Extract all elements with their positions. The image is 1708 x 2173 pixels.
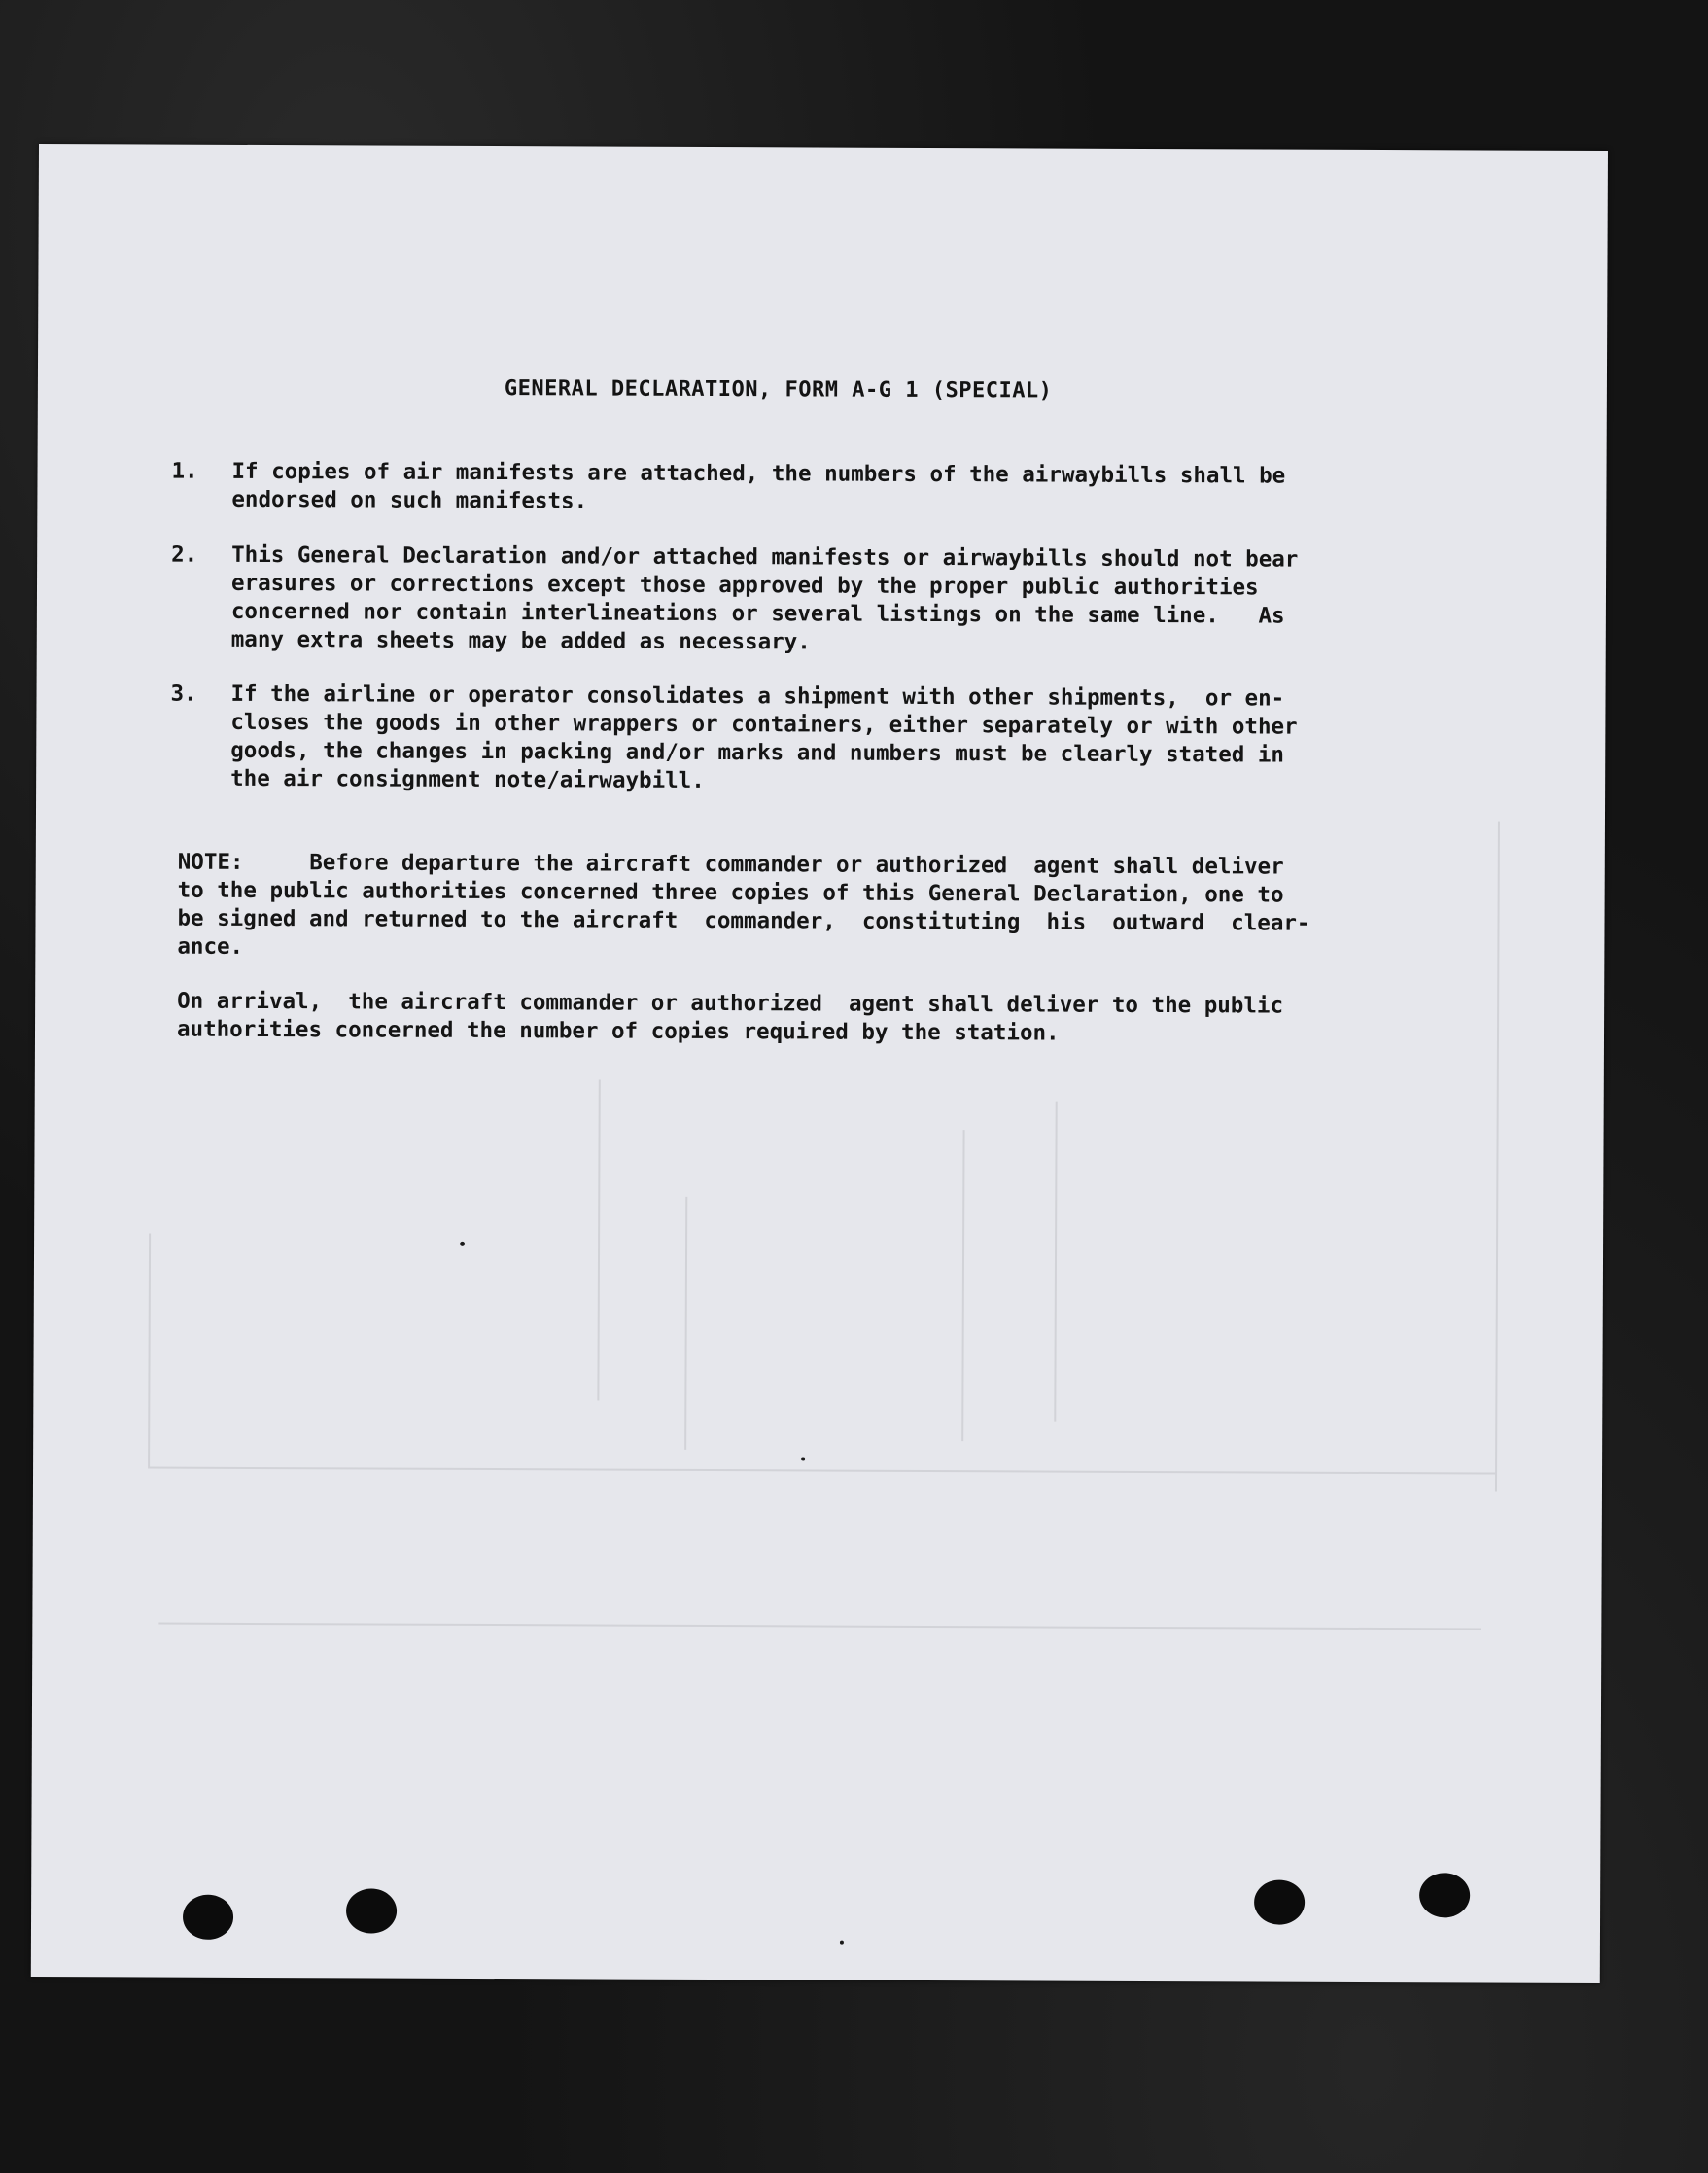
document-page [31, 144, 1608, 1983]
item-line: goods, the changes in packing and/or marks and numbers must be clearly stated in [230, 737, 1285, 768]
speck [460, 1242, 465, 1246]
bleed-through-line [148, 1234, 151, 1467]
document-title: GENERAL DECLARATION, FORM A-G 1 (SPECIAL) [504, 376, 1053, 403]
bleed-through-line [597, 1080, 600, 1401]
item-number: 1. [171, 458, 198, 484]
bleed-through-line [961, 1130, 964, 1441]
note-line: be signed and returned to the aircraft commander, constituting his outward clear- [177, 905, 1310, 936]
arrival-line: On arrival, the aircraft commander or authorized agent shall deliver to the public [177, 988, 1284, 1019]
item-line: the air consignment note/airwaybill. [230, 765, 705, 793]
item-line: concerned nor contain interlineations or several listings on the same line. As [230, 598, 1285, 629]
item-line: If copies of air manifests are attached, the numbers of the airwaybills shall be [231, 458, 1286, 489]
item-number: 2. [171, 542, 198, 568]
instruction-item-3 [170, 681, 1512, 799]
punch-hole [346, 1888, 397, 1933]
item-line: If the airline or operator consolidates a shipment with other shipments, or en- [230, 681, 1285, 712]
bleed-through-line [1054, 1102, 1057, 1422]
punch-hole [1254, 1879, 1305, 1924]
speck [840, 1941, 844, 1945]
speck [801, 1457, 805, 1460]
punch-hole [183, 1895, 233, 1940]
instruction-item-1 [171, 458, 1513, 520]
bleed-through-line [158, 1623, 1481, 1630]
item-number: 3. [170, 681, 197, 707]
item-line: closes the goods in other wrappers or containers, either separately or with other [230, 709, 1298, 740]
arrival-line: authorities concerned the number of copies required by the station. [176, 1016, 1060, 1046]
instruction-item-2 [171, 542, 1513, 660]
note-line: ance. [177, 933, 244, 960]
item-line: erasures or corrections except those approved by the proper public authorities [230, 570, 1259, 601]
bleed-through-line [148, 1467, 1495, 1475]
punch-hole [1419, 1873, 1470, 1917]
item-line: many extra sheets may be added as necessary. [230, 626, 811, 655]
bleed-through-line [684, 1197, 687, 1450]
item-line: endorsed on such manifests. [231, 486, 588, 514]
departure-note [177, 849, 1518, 967]
item-line: This General Declaration and/or attached manifests or airwaybills should not bear [231, 542, 1299, 573]
arrival-note [177, 988, 1518, 1050]
note-line: NOTE: Before departure the aircraft commander or authorized agent shall deliver [177, 849, 1284, 880]
note-line: to the public authorities concerned three copies of this General Declaration, one to [177, 877, 1284, 908]
